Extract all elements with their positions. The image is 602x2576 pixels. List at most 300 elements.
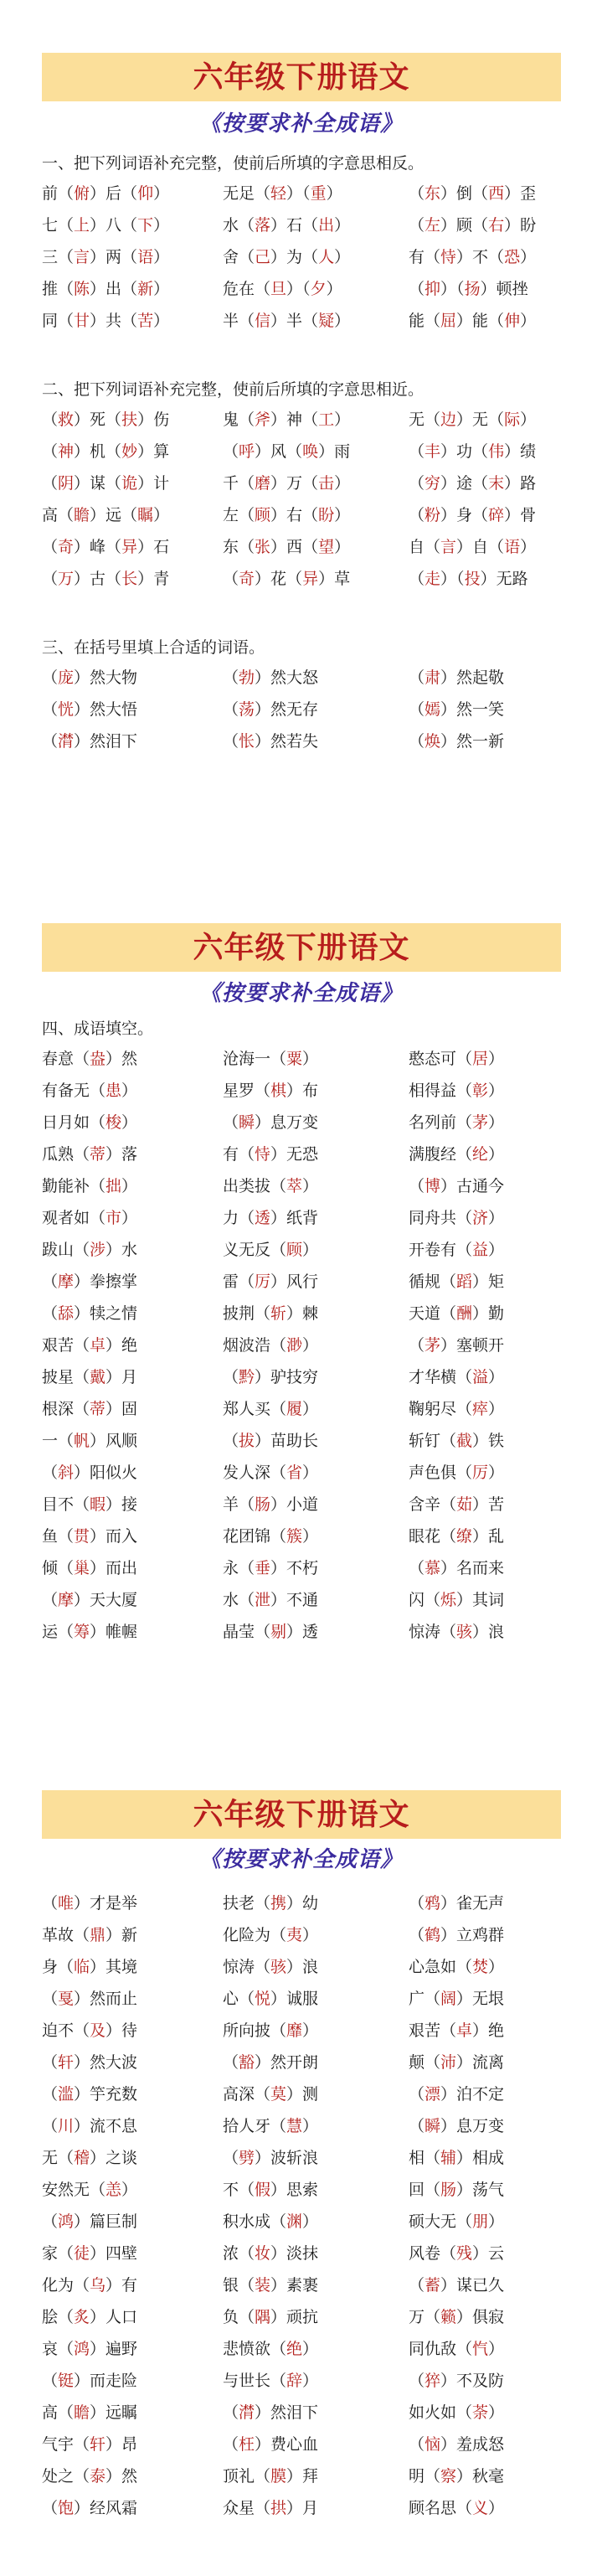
answer-char: 厉 — [255, 1273, 271, 1291]
idiom-text: ） — [440, 2117, 457, 2135]
idiom-text: 然大悟 — [90, 700, 138, 719]
page-2 — [0, 871, 602, 1709]
idiom-text: （ — [223, 1432, 239, 1450]
idiom-text: 无路 — [496, 570, 528, 588]
idiom-text: （ — [223, 1113, 239, 1132]
idiom-text: ） — [520, 248, 537, 266]
idiom-text: 风（ — [270, 442, 303, 461]
idiom-text: 拜 — [302, 2467, 319, 2486]
idiom-text: 与世长（ — [223, 2372, 287, 2390]
idiom-item — [42, 436, 169, 467]
idiom-item — [42, 499, 169, 531]
idiom-text: 无恐 — [286, 1145, 319, 1164]
idiom-item — [409, 1043, 504, 1075]
idiom-text: 处之（ — [42, 2467, 90, 2486]
idiom-text: 算 — [153, 442, 170, 461]
idiom-text: 循规（ — [409, 1273, 457, 1291]
answer-char: 装 — [255, 2276, 271, 2295]
answer-char: 庞 — [58, 669, 75, 687]
idiom-text: ） — [137, 538, 154, 556]
idiom-text: （ — [409, 2372, 425, 2390]
idiom-text: （ — [42, 570, 59, 588]
idiom-text: （ — [42, 2117, 59, 2135]
answer-char: 鸦 — [424, 1894, 441, 1913]
answer-char: 语 — [137, 248, 154, 266]
answer-char: 暇 — [90, 1495, 106, 1514]
idiom-text: （ — [409, 280, 425, 298]
idiom-text: 后（ — [105, 184, 138, 203]
idiom-row — [42, 2397, 586, 2429]
answer-char: 茅 — [424, 1336, 441, 1355]
idiom-item — [42, 2301, 137, 2333]
idiom-text: 篇巨制 — [90, 2212, 138, 2231]
idiom-text: 化险为（ — [223, 1926, 287, 1944]
idiom-text: ） — [105, 1495, 122, 1514]
idiom-text: 开卷有（ — [409, 1241, 473, 1259]
idiom-text: （ — [42, 2372, 59, 2390]
idiom-item — [409, 1520, 504, 1552]
answer-char: 荡 — [239, 700, 255, 719]
idiom-text: 家（ — [42, 2244, 75, 2263]
idiom-row — [42, 2429, 586, 2460]
answer-char: 泄 — [255, 1591, 271, 1609]
answer-char: 籁 — [440, 2308, 457, 2326]
idiom-text: ） — [74, 1304, 90, 1323]
idiom-text: 无（ — [472, 410, 505, 429]
idiom-text: ） — [504, 474, 521, 493]
idiom-item — [223, 1202, 318, 1234]
idiom-item — [42, 404, 169, 436]
idiom-item — [223, 1983, 318, 2015]
idiom-text: （ — [302, 280, 311, 298]
answer-char: 碎 — [488, 506, 505, 524]
idiom-item — [223, 2015, 318, 2047]
idiom-item — [409, 467, 536, 499]
idiom-text: ） — [270, 216, 287, 235]
idiom-text: 身（ — [42, 1958, 75, 1976]
idiom-text: 回（ — [409, 2181, 441, 2199]
answer-char: 绝 — [286, 2340, 303, 2358]
idiom-row — [42, 1138, 586, 1170]
idiom-text: ） — [472, 1273, 489, 1291]
idiom-text: 自（ — [472, 538, 505, 556]
answer-char: 妆 — [255, 2244, 271, 2263]
idiom-text: （ — [223, 732, 239, 751]
answer-char: 猝 — [424, 2372, 441, 2390]
idiom-text: ） — [105, 2021, 122, 2040]
idiom-text: ） — [286, 2499, 303, 2517]
idiom-item — [409, 2238, 504, 2269]
answer-char: 帆 — [74, 1432, 90, 1450]
idiom-text: （ — [409, 2435, 425, 2454]
idiom-text: 安然无（ — [42, 2181, 106, 2199]
idiom-text: （ — [223, 442, 239, 461]
idiom-text: 能（ — [472, 312, 505, 330]
idiom-text: ） — [472, 1527, 489, 1546]
idiom-text: ） — [105, 1050, 122, 1068]
idiom-text: 含辛（ — [409, 1495, 457, 1514]
idiom-text: ） — [255, 2149, 271, 2167]
idiom-item — [409, 2365, 504, 2397]
idiom-text: ） — [74, 1990, 90, 2008]
title-banner — [42, 923, 561, 972]
idiom-item — [42, 2460, 137, 2492]
idiom-item — [42, 209, 169, 241]
idiom-text: ） — [105, 1336, 122, 1355]
idiom-item — [42, 1298, 137, 1329]
idiom-text: 鱼（ — [42, 1527, 75, 1546]
answer-char: 瞩 — [137, 506, 154, 524]
idiom-text: ） — [488, 2403, 505, 2422]
idiom-text: 有（ — [223, 1145, 255, 1164]
answer-char: 新 — [137, 280, 154, 298]
idiom-text: （ — [42, 1591, 59, 1609]
idiom-text: ） — [74, 1273, 90, 1291]
answer-char: 滥 — [58, 2085, 75, 2104]
idiom-row — [42, 694, 586, 725]
idiom-item — [42, 1520, 137, 1552]
idiom-item — [409, 1202, 504, 1234]
answer-char: 焕 — [424, 732, 441, 751]
answer-char: 奇 — [58, 538, 75, 556]
idiom-text: ） — [488, 1464, 505, 1482]
idiom-text: ） — [440, 2085, 457, 2104]
idiom-text: （ — [456, 280, 465, 298]
idiom-text: ） — [286, 2467, 303, 2486]
idiom-item — [223, 1616, 318, 1648]
idiom-text: 烟波浩（ — [223, 1336, 287, 1355]
idiom-text: ） — [302, 1464, 319, 1482]
idiom-text: 秋毫 — [472, 2467, 505, 2486]
idiom-item — [409, 2110, 504, 2142]
answer-char: 厉 — [472, 1464, 489, 1482]
idiom-item — [409, 2397, 504, 2429]
idiom-text: 花（ — [270, 570, 303, 588]
idiom-text: 绝 — [488, 2021, 505, 2040]
idiom-text: 根深（ — [42, 1400, 90, 1418]
idiom-text: ） — [74, 570, 90, 588]
answer-char: 焚 — [472, 1958, 489, 1976]
idiom-text: ） — [456, 2308, 473, 2326]
answer-char: 蹈 — [456, 1273, 473, 1291]
answer-char: 肃 — [424, 669, 441, 687]
idiom-text: （ — [409, 732, 425, 751]
idiom-text: ） — [255, 2403, 271, 2422]
idiom-text: 所向披（ — [223, 2021, 287, 2040]
page-subtitle: 《按要求补全成语》 — [198, 981, 403, 1006]
idiom-text: ） — [488, 1113, 505, 1132]
answer-char: 工 — [318, 410, 335, 429]
idiom-text: 盼 — [520, 216, 537, 235]
answer-char: 彰 — [472, 1082, 489, 1100]
idiom-item — [223, 1361, 318, 1393]
idiom-text: ） — [326, 184, 342, 203]
idiom-text: ） — [255, 1432, 271, 1450]
idiom-text: 七（ — [42, 216, 75, 235]
answer-char: 慧 — [286, 2117, 303, 2135]
idiom-text: （ — [42, 1304, 59, 1323]
answer-char: 市 — [105, 1209, 122, 1227]
idiom-text: 透 — [302, 1623, 319, 1641]
idiom-item — [409, 1361, 504, 1393]
idiom-text: 谋已久 — [456, 2276, 505, 2295]
idiom-text: 披星（ — [42, 1368, 90, 1386]
idiom-text: 月 — [121, 1368, 138, 1386]
idiom-text: 晶莹（ — [223, 1623, 271, 1641]
answer-char: 穷 — [424, 474, 441, 493]
idiom-row — [42, 1170, 586, 1202]
idiom-item — [42, 2015, 137, 2047]
idiom-row — [42, 1298, 586, 1329]
idiom-text: 峰（ — [90, 538, 122, 556]
idiom-item — [409, 241, 536, 273]
idiom-item — [223, 241, 350, 273]
idiom-row — [42, 499, 586, 531]
idiom-item — [223, 178, 342, 209]
answer-char: 俯 — [74, 184, 90, 203]
idiom-row — [42, 2015, 586, 2047]
idiom-text: 能（ — [409, 312, 441, 330]
answer-char: 旦 — [270, 280, 287, 298]
idiom-item — [223, 1425, 318, 1457]
idiom-text: （ — [42, 442, 59, 461]
idiom-item — [223, 209, 350, 241]
idiom-text: ） — [74, 732, 90, 751]
idiom-text: 路 — [520, 474, 537, 493]
idiom-text: 一（ — [42, 1432, 75, 1450]
idiom-item — [223, 1329, 318, 1361]
idiom-row — [42, 404, 586, 436]
idiom-row — [42, 2047, 586, 2078]
idiom-text: 顿挫 — [496, 280, 528, 298]
idiom-text: ） — [153, 248, 170, 266]
answer-char: 恍 — [58, 700, 75, 719]
idiom-text: 顶礼（ — [223, 2467, 271, 2486]
idiom-row — [42, 2206, 586, 2238]
idiom-item — [409, 1951, 504, 1983]
idiom-item — [409, 2492, 504, 2524]
idiom-item — [409, 662, 504, 694]
idiom-text: ） — [472, 1495, 489, 1514]
answer-char: 蒂 — [90, 1400, 106, 1418]
idiom-text: 花团锦（ — [223, 1527, 287, 1546]
idiom-text: ） — [286, 1082, 303, 1100]
idiom-text: ） — [302, 1527, 319, 1546]
answer-char: 屈 — [440, 312, 457, 330]
idiom-item — [223, 273, 342, 305]
idiom-text: 棘 — [302, 1304, 319, 1323]
idiom-row — [42, 2460, 586, 2492]
idiom-text: 不（ — [472, 248, 505, 266]
idiom-text: 斩钉（ — [409, 1432, 457, 1450]
idiom-text: 雷（ — [223, 1273, 255, 1291]
idiom-item — [409, 1329, 504, 1361]
idiom-text: ） — [121, 2181, 138, 2199]
idiom-item — [409, 1552, 504, 1584]
idiom-text: 声色俱（ — [409, 1464, 473, 1482]
idiom-row — [42, 2142, 586, 2174]
idiom-text: 无（ — [42, 2149, 75, 2167]
idiom-text: （ — [409, 184, 425, 203]
idiom-text: ） — [488, 2212, 505, 2231]
answer-char: 莫 — [270, 2085, 287, 2104]
idiom-text: ） — [488, 2499, 505, 2517]
idiom-text: （ — [409, 1926, 425, 1944]
idiom-text: ） — [456, 1591, 473, 1609]
answer-char: 涉 — [90, 1241, 106, 1259]
answer-char: 粉 — [424, 506, 441, 524]
idiom-item — [409, 1887, 504, 1919]
idiom-item — [42, 1983, 137, 2015]
idiom-row — [42, 2238, 586, 2269]
idiom-text: 倾（ — [42, 1559, 75, 1577]
idiom-text: 途（ — [456, 474, 489, 493]
idiom-text: 塞顿开 — [456, 1336, 505, 1355]
idiom-row — [42, 178, 586, 209]
idiom-text: 迫不（ — [42, 2021, 90, 2040]
answer-char: 辅 — [440, 2149, 457, 2167]
idiom-text: 云 — [488, 2244, 505, 2263]
idiom-item — [409, 404, 536, 436]
idiom-item — [223, 1075, 318, 1107]
idiom-text: 拳擦掌 — [90, 1273, 138, 1291]
idiom-text: 鞠躬尽（ — [409, 1400, 473, 1418]
idiom-row — [42, 662, 586, 694]
idiom-text: 相成 — [472, 2149, 505, 2167]
answer-char: 左 — [424, 216, 441, 235]
page-title: 六年级下册语文 — [193, 59, 410, 95]
idiom-text: 为（ — [286, 248, 319, 266]
idiom-item — [223, 2269, 318, 2301]
answer-char: 铤 — [58, 2372, 75, 2390]
idiom-text: ） — [270, 538, 287, 556]
idiom-text: 哀（ — [42, 2340, 75, 2358]
answer-char: 假 — [255, 2181, 271, 2199]
idiom-item — [409, 2174, 504, 2206]
idiom-text: 惊涛（ — [223, 1958, 271, 1976]
idiom-text: 高（ — [42, 506, 75, 524]
answer-char: 恃 — [440, 248, 457, 266]
idiom-text: 风行 — [286, 1273, 319, 1291]
idiom-text: ） — [472, 1623, 489, 1641]
idiom-text: ） — [255, 442, 271, 461]
idiom-item — [42, 725, 137, 757]
idiom-text: 乱 — [488, 1527, 505, 1546]
idiom-text: ） — [90, 280, 106, 298]
answer-char: 烁 — [440, 1591, 457, 1609]
idiom-text: 顾（ — [456, 216, 489, 235]
idiom-text: ） — [302, 2021, 319, 2040]
idiom-text: ） — [270, 1209, 287, 1227]
idiom-text: 闪（ — [409, 1591, 441, 1609]
idiom-text: 息万变 — [270, 1113, 319, 1132]
page-title: 六年级下册语文 — [193, 930, 410, 965]
idiom-item — [223, 2047, 318, 2078]
idiom-item — [409, 563, 528, 595]
idiom-row — [42, 2269, 586, 2301]
answer-char: 缭 — [456, 1527, 473, 1546]
idiom-text: 天道（ — [409, 1304, 457, 1323]
answer-char: 黔 — [239, 1368, 255, 1386]
idiom-item — [409, 2301, 504, 2333]
answer-char: 诡 — [121, 474, 138, 493]
idiom-item — [42, 1138, 137, 1170]
section-heading: 四、成语填空。 — [42, 1020, 154, 1038]
idiom-text: 然一笑 — [456, 700, 505, 719]
idiom-text: 不朽 — [286, 1559, 319, 1577]
idiom-text: （ — [223, 669, 239, 687]
idiom-text: 铁 — [488, 1432, 505, 1450]
idiom-text: 西（ — [286, 538, 319, 556]
idiom-item — [223, 499, 350, 531]
idiom-item — [223, 1552, 318, 1584]
idiom-text: ） — [286, 1304, 303, 1323]
idiom-text: 悲愤欲（ — [223, 2340, 287, 2358]
idiom-text: 同仇敌（ — [409, 2340, 473, 2358]
idiom-item — [42, 1951, 137, 1983]
idiom-text: ） — [302, 1336, 319, 1355]
idiom-item — [409, 1138, 504, 1170]
idiom-text: ） — [456, 312, 473, 330]
idiom-text: 负（ — [223, 2308, 255, 2326]
idiom-text: （ — [42, 1894, 59, 1913]
idiom-text: ） — [334, 538, 351, 556]
idiom-item — [42, 1361, 137, 1393]
idiom-text: ） — [286, 280, 303, 298]
answer-char: 望 — [318, 538, 335, 556]
idiom-text: ） — [488, 1241, 505, 1259]
idiom-item — [409, 1170, 504, 1202]
idiom-item — [409, 1234, 504, 1266]
idiom-text: 不及防 — [456, 2372, 505, 2390]
idiom-item — [223, 2333, 318, 2365]
idiom-text: ） — [286, 184, 303, 203]
idiom-text: 水 — [121, 1241, 138, 1259]
title-banner — [42, 1790, 561, 1839]
idiom-text: ） — [90, 1559, 106, 1577]
idiom-row — [42, 725, 586, 757]
answer-char: 戛 — [58, 1990, 75, 2008]
answer-char: 豁 — [239, 2053, 255, 2072]
answer-char: 勃 — [239, 669, 255, 687]
idiom-text: ） — [90, 1958, 106, 1976]
idiom-item — [223, 1489, 318, 1520]
idiom-text: 骨 — [520, 506, 537, 524]
idiom-text: ） — [520, 410, 537, 429]
idiom-text: 犊之情 — [90, 1304, 138, 1323]
idiom-text: ） — [326, 280, 342, 298]
idiom-text: 青 — [153, 570, 170, 588]
idiom-text: ） — [456, 1990, 473, 2008]
answer-char: 忾 — [472, 2340, 489, 2358]
answer-char: 抑 — [424, 280, 441, 298]
idiom-text: 月 — [302, 2499, 319, 2517]
idiom-text: 艰苦（ — [42, 1336, 90, 1355]
answer-char: 临 — [74, 1958, 90, 1976]
idiom-item — [223, 1887, 318, 1919]
answer-char: 唯 — [58, 1894, 75, 1913]
answer-char: 丰 — [424, 442, 441, 461]
idiom-text: 然起敬 — [456, 669, 505, 687]
idiom-text: ） — [153, 184, 170, 203]
idiom-text: ） — [74, 2053, 90, 2072]
answer-char: 省 — [286, 1464, 303, 1482]
idiom-text: 力（ — [223, 1209, 255, 1227]
answer-char: 甘 — [74, 312, 90, 330]
idiom-text: 而走险 — [90, 2372, 138, 2390]
answer-char: 瘁 — [472, 1400, 489, 1418]
idiom-text: 星罗（ — [223, 1082, 271, 1100]
